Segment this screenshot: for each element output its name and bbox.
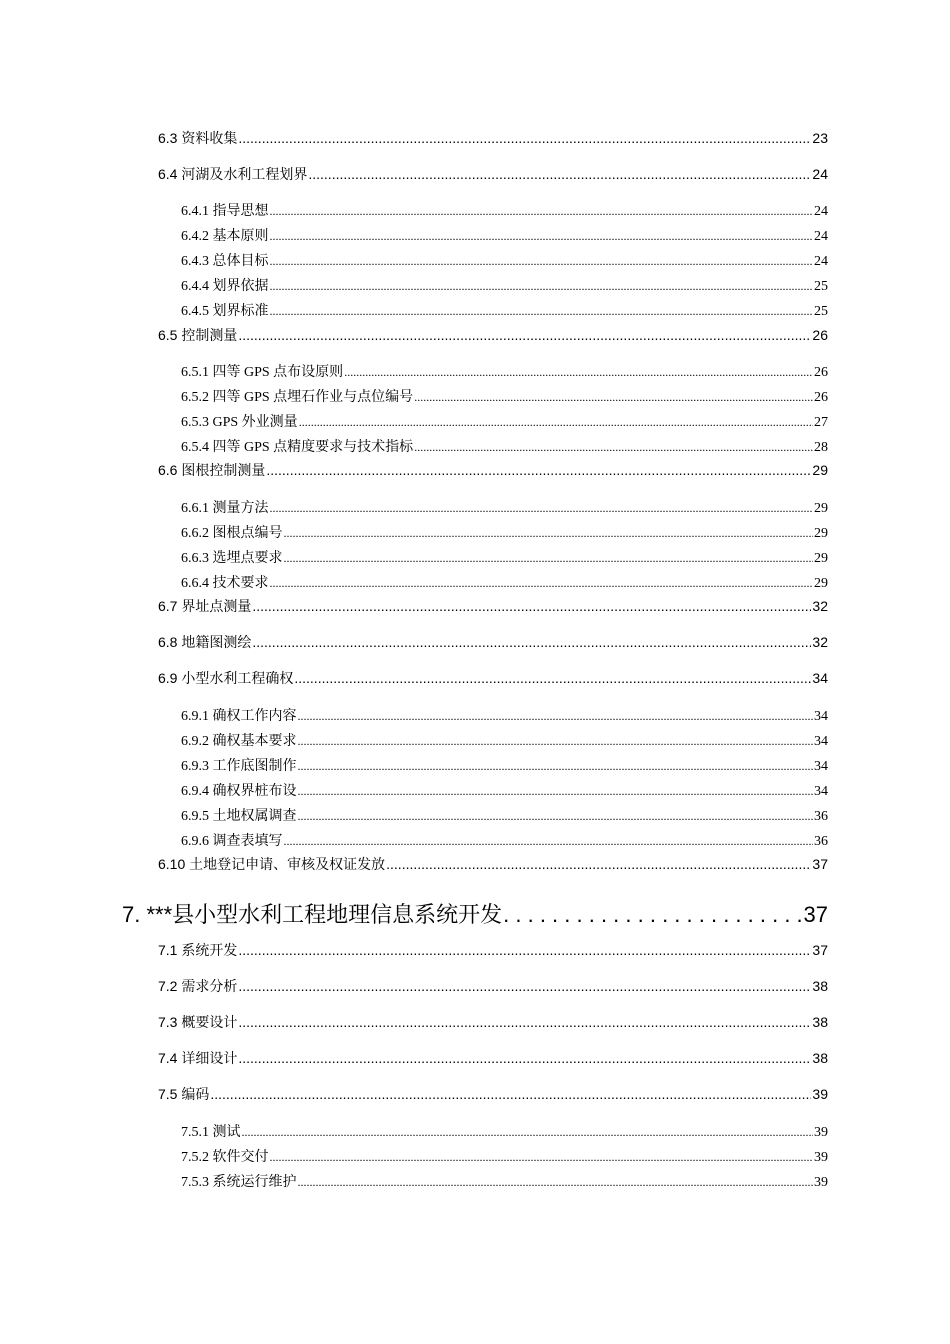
toc-entry-6-10[interactable] [158,854,828,874]
toc-entry-6-6[interactable] [158,460,828,480]
toc-entry-label: 7.4 详细设计 [158,1050,238,1066]
toc-entry-6-7[interactable] [158,596,828,616]
toc-page-number: 32 [812,634,828,650]
toc-page-number: 37 [812,856,828,872]
toc-entry-6-4-2[interactable] [181,225,828,245]
dot-leader [252,634,811,650]
toc-entry-label: 6.4.5 划界标准 [181,304,269,319]
dot-leader [298,784,814,800]
toc-page-number: 26 [812,327,828,343]
toc-entry-6-5-2[interactable] [181,386,828,406]
toc-entry-7-3[interactable] [158,1012,828,1032]
toc-page-number: 37 [803,902,828,927]
toc-entry-label: 7.5.1 测试 [181,1125,241,1140]
dot-leader [284,526,814,542]
toc-entry-6-9-6[interactable] [181,830,828,850]
dot-leader [252,598,811,614]
toc-entry-label: 6.7 界址点测量 [158,598,252,614]
toc-entry-label: 6.8 地籍图测绘 [158,634,252,650]
toc-page-number: 34 [814,784,828,799]
toc-entry-label: 6.9.5 土地权属调查 [181,809,297,824]
toc-page-number: 39 [814,1150,828,1165]
toc-entry-label: 6.5.3 GPS 外业测量 [181,415,298,430]
dot-leader [238,1050,811,1066]
toc-entry-label: 7.5.2 软件交付 [181,1150,269,1165]
dot-leader [414,390,813,406]
toc-entry-6-6-2[interactable] [181,522,828,542]
dot-leader [238,978,811,994]
dot-leader [298,809,814,825]
toc-entry-label: 6.9.4 确权界桩布设 [181,784,297,799]
toc-entry-label: 6.4.3 总体目标 [181,254,269,269]
toc-page-number: 32 [812,598,828,614]
toc-entry-7-1[interactable] [158,940,828,960]
toc-entry-6-5-1[interactable] [181,361,828,381]
toc-page-number: 29 [814,551,828,566]
toc-page-number: 38 [812,1014,828,1030]
toc-page-number: 26 [814,365,828,380]
toc-entry-label: 6.6 图根控制测量 [158,462,266,478]
toc-page-number: 34 [814,759,828,774]
toc-entry-6-9-3[interactable] [181,755,828,775]
dot-leader [266,462,811,478]
dot-leader [308,166,811,182]
toc-entry-6-6-1[interactable] [181,497,828,517]
toc-entry-label: 6.4.1 指导思想 [181,204,269,219]
dot-leader [270,576,814,592]
toc-page-number: 24 [814,204,828,219]
dot-leader [238,327,811,343]
toc-entry-label: 7. ***县小型水利工程地理信息系统开发 [122,902,503,927]
toc-entry-6-4[interactable] [158,164,828,184]
dot-leader [298,1175,814,1191]
toc-entry-label: 6.9.2 确权基本要求 [181,734,297,749]
dot-leader [270,1150,814,1166]
toc-page-number: 29 [812,462,828,478]
dot-leader [294,670,811,686]
toc-page-number: 34 [814,709,828,724]
toc-entry-6-3[interactable] [158,128,828,148]
dot-leader [270,204,814,220]
toc-page-number: 26 [814,390,828,405]
toc-entry-label: 7.2 需求分析 [158,978,238,994]
toc-entry-label: 6.3 资料收集 [158,130,238,146]
toc-page-number: 37 [812,942,828,958]
toc-entry-7-4[interactable] [158,1048,828,1068]
dot-leader [386,856,811,872]
toc-entry-6-9-4[interactable] [181,780,828,800]
toc-entry-label: 6.4.2 基本原则 [181,229,269,244]
dot-leader [270,304,814,320]
dot-leader [284,834,814,850]
toc-page-number: 39 [812,1086,828,1102]
dot-leader [503,902,802,928]
toc-entry-6-4-3[interactable] [181,250,828,270]
dot-leader [298,734,814,750]
toc-entry-6-4-5[interactable] [181,300,828,320]
dot-leader [270,254,814,270]
toc-entry-label: 6.5.4 四等 GPS 点精度要求与技术指标 [181,440,414,455]
toc-entry-label: 6.6.1 测量方法 [181,501,269,516]
toc-entry-label: 6.5 控制测量 [158,327,238,343]
dot-leader [270,501,814,517]
toc-page-number: 23 [812,130,828,146]
toc-page-number: 38 [812,978,828,994]
toc-entry-label: 7.5.3 系统运行维护 [181,1175,297,1190]
toc-entry-7-2[interactable] [158,976,828,996]
toc-entry-label: 6.10 土地登记申请、审核及权证发放 [158,856,386,872]
toc-entry-label: 7.1 系统开发 [158,942,238,958]
dot-leader [344,365,813,381]
dot-leader [270,279,814,295]
toc-entry-label: 6.9.6 调查表填写 [181,834,283,849]
dot-leader [238,130,811,146]
toc-entry-label: 6.5.1 四等 GPS 点布设原则 [181,365,344,380]
toc-page-number: 36 [814,834,828,849]
toc-page-number: 25 [814,304,828,319]
toc-page-number: 28 [814,440,828,455]
toc-page-number: 24 [814,229,828,244]
toc-entry-6-5-3[interactable] [181,411,828,431]
toc-entry-label: 6.9 小型水利工程确权 [158,670,294,686]
toc-entry-6-9-2[interactable] [181,730,828,750]
toc-entry-7-5-2[interactable] [181,1146,828,1166]
toc-entry-7[interactable] [122,898,828,928]
toc-page-number: 29 [814,526,828,541]
toc-page-number: 29 [814,576,828,591]
dot-leader [210,1086,811,1102]
toc-page-number: 36 [814,809,828,824]
toc-page-number: 24 [814,254,828,269]
toc-page-number: 39 [814,1125,828,1140]
dot-leader [414,440,813,456]
toc-page-number: 34 [814,734,828,749]
toc-entry-6-9-1[interactable] [181,705,828,725]
toc-page-number: 24 [812,166,828,182]
toc-page-number: 29 [814,501,828,516]
toc-entry-6-4-1[interactable] [181,200,828,220]
toc-entry-6-8[interactable] [158,632,828,652]
toc-page-number: 38 [812,1050,828,1066]
toc-entry-label: 6.9.3 工作底图制作 [181,759,297,774]
dot-leader [298,759,814,775]
toc-entry-7-5-1[interactable] [181,1121,828,1141]
toc-entry-label: 6.4 河湖及水利工程划界 [158,166,308,182]
toc-page-number: 25 [814,279,828,294]
toc-entry-label: 6.4.4 划界依据 [181,279,269,294]
dot-leader [298,709,814,725]
toc-page-number: 27 [814,415,828,430]
toc-entry-label: 6.6.3 选埋点要求 [181,551,283,566]
dot-leader [284,551,814,567]
dot-leader [238,942,811,958]
dot-leader [299,415,813,431]
toc-entry-label: 6.6.4 技术要求 [181,576,269,591]
toc-entry-7-5-3[interactable] [181,1171,828,1191]
dot-leader [270,229,814,245]
toc-entry-6-5-4[interactable] [181,436,828,456]
toc-entry-6-4-4[interactable] [181,275,828,295]
toc-entry-6-9-5[interactable] [181,805,828,825]
toc-page-number: 34 [812,670,828,686]
dot-leader [242,1125,814,1141]
toc-page-number: 39 [814,1175,828,1190]
toc-entry-label: 6.6.2 图根点编号 [181,526,283,541]
toc-entry-label: 7.3 概要设计 [158,1014,238,1030]
toc-entry-label: 6.9.1 确权工作内容 [181,709,297,724]
toc-entry-6-6-4[interactable] [181,572,828,592]
toc-entry-6-5[interactable] [158,325,828,345]
toc-entry-6-9[interactable] [158,668,828,688]
toc-entry-7-5[interactable] [158,1084,828,1104]
toc-entry-label: 7.5 编码 [158,1086,210,1102]
toc-entry-6-6-3[interactable] [181,547,828,567]
toc-entry-label: 6.5.2 四等 GPS 点埋石作业与点位编号 [181,390,414,405]
dot-leader [238,1014,811,1030]
